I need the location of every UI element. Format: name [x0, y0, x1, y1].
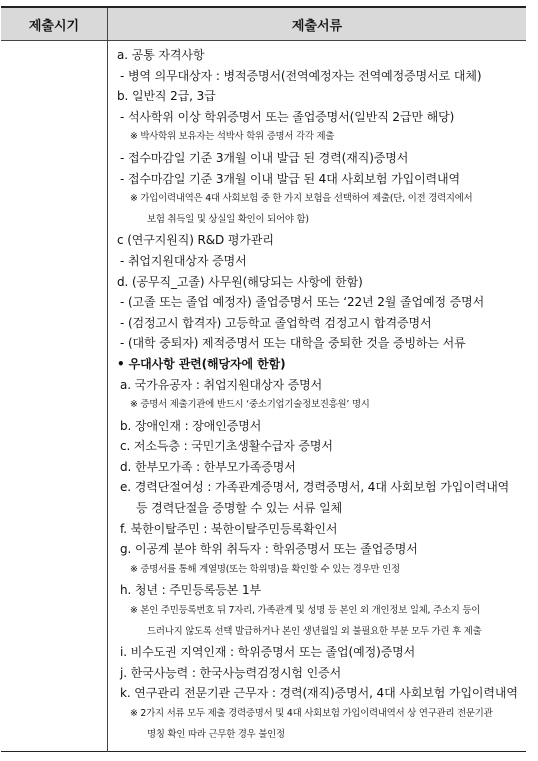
- table-header-row: [1, 7, 526, 41]
- document-line: - 접수마감일 기준 3개월 이내 발급 된 4대 사회보험 가입이력내역: [120, 171, 461, 186]
- document-line: d. 한부모가족 : 한부모가족증명서: [120, 459, 296, 474]
- note-line: ※ 가입이력내역은 4대 사회보험 중 한 가지 보험을 선택하여 제출(단, 이전 경력지에서: [130, 193, 473, 205]
- submission-time-cell: [1, 41, 108, 752]
- document-line: d. (공무직_고졸) 사무원(해당되는 사항에 한함): [117, 274, 363, 289]
- document-line: e. 경력단절여성 : 가족관계증명서, 경력증명서, 4대 사회보험 가입이력내역: [120, 480, 510, 495]
- note-line: ※ 증명서 제출기관에 반드시 ‘중소기업기술정보진흥원’ 명시: [130, 399, 370, 411]
- document-line: - 병역 의무대상자 : 병적증명서(전역예정자는 전역예정증명서로 대체): [120, 68, 482, 83]
- submission-documents-cell: [108, 41, 527, 752]
- document-line: - (대학 중퇴자) 제적증명서 또는 대학을 중퇴한 것을 증빙하는 서류: [120, 336, 466, 351]
- document-line: a. 공통 자격사항: [117, 48, 205, 62]
- note-line: 보험 취득일 및 상실일 확인이 되어야 함): [147, 213, 309, 225]
- note-line: ※ 박사학위 보유자는 석박사 학위 증명서 각각 제출: [130, 131, 335, 143]
- table-row: [1, 41, 526, 752]
- document-line: j. 한국사능력 : 한국사능력검정시험 인증서: [120, 665, 342, 680]
- document-line: k. 연구관리 전문기관 근무자 : 경력(재직)증명서, 4대 사회보험 가입이력내역: [120, 686, 518, 701]
- document-line: - 취업지원대상자 증명서: [120, 253, 247, 268]
- document-line: c (연구지원직) R&D 평가관리: [117, 233, 274, 248]
- note-line: 명칭 확인 따라 근무한 경우 불인정: [147, 728, 285, 740]
- document-line: 등 경력단절을 증명할 수 있는 서류 일체: [136, 501, 343, 516]
- document-line: - (검정고시 합격자) 고등학교 졸업학력 검정고시 합격증명서: [120, 315, 432, 330]
- document-line: g. 이공계 분야 학위 취득자 : 학위증명서 또는 졸업증명서: [120, 542, 418, 557]
- document-line: b. 일반직 2급, 3급: [117, 89, 216, 104]
- note-line: 드러나지 않도록 선택 발급하거나 본인 생년월일 외 불필요한 부분 모두 가린 후 제출: [147, 625, 482, 637]
- header-submission-time: 제출시기: [1, 7, 108, 41]
- note-line: ※ 증명서를 통해 계열명(또는 학위명)을 확인할 수 있는 경우만 인정: [130, 563, 400, 575]
- document-line: - (고졸 또는 졸업 예정자) 졸업증명서 또는 ‘22년 2월 졸업예정 증명서: [120, 295, 485, 310]
- document-line: - 석사학위 이상 학위증명서 또는 졸업증명서(일반직 2급만 해당): [120, 109, 455, 124]
- documents-list: [116, 45, 522, 745]
- document-line: • 우대사항 관련(해당자에 한함): [117, 356, 286, 371]
- document-line: h. 청년 : 주민등록등본 1부: [120, 583, 261, 598]
- document-line: i. 비수도권 지역인재 : 학위증명서 또는 졸업(예정)증명서: [120, 645, 416, 660]
- document-line: - 접수마감일 기준 3개월 이내 발급 된 경력(재직)증명서: [120, 150, 409, 165]
- document-line: f. 북한이탈주민 : 북한이탈주민등록확인서: [120, 521, 338, 536]
- document-line: b. 장애인재 : 장애인증명서: [120, 418, 262, 433]
- note-line: ※ 본인 주민등록번호 뒤 7자리, 가족관계 및 성명 등 본인 외 개인정보 일체, 주소지 등이: [130, 605, 481, 617]
- note-line: ※ 2가지 서류 모두 제출 경력증명서 및 4대 사회보험 가입이력내역서 상 연구관리 전문기관: [130, 708, 493, 719]
- header-submission-documents: 제출서류: [108, 7, 527, 41]
- document-line: c. 저소득층 : 국민기초생활수급자 증명서: [120, 439, 333, 454]
- document-line: a. 국가유공자 : 취업지원대상자 증명서: [120, 377, 323, 392]
- submission-docs-table: [1, 6, 526, 752]
